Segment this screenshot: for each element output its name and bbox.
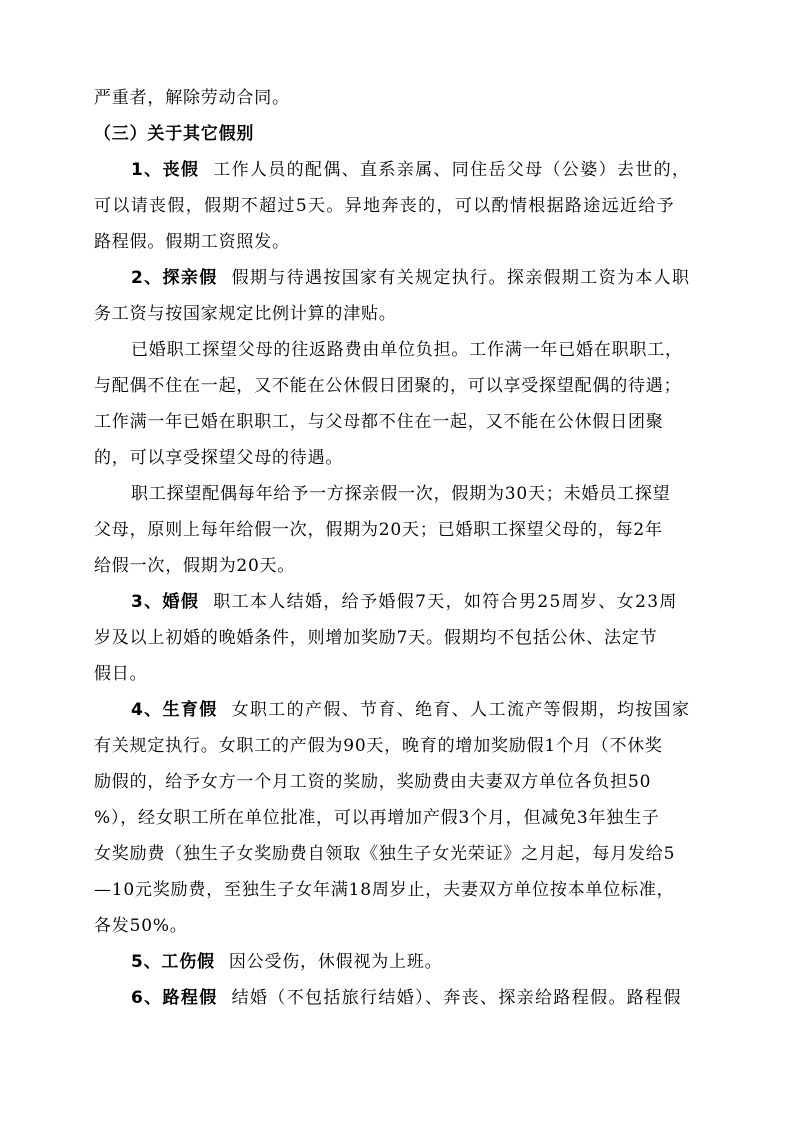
text-line: 与配偶不住在一起，又不能在公休假日团聚的，可以享受探望配偶的待遇； [94,376,682,396]
text-line: 假日。 [94,664,148,684]
item-heading: 1、丧假 [131,160,200,180]
text-line: 路程假。假期工资照发。 [94,232,290,252]
text-line [131,950,442,974]
text-line: 女奖励费（独生子女奖励费自领取《独生子女光荣证》之月起，每月发给5 [94,844,676,864]
item-heading: 5、工伤假 [131,952,215,972]
item-text: 工作人员的配偶、直系亲属、同住岳父母（公婆）去世的， [213,160,691,180]
text-line: —10元奖励费，至独生子女年满18周岁止，夫妻双方单位按本单位标准， [94,880,675,900]
text-line: 严重者，解除劳动合同。 [94,88,290,108]
text-line: 岁及以上初婚的晚婚条件，则增加奖励7天。假期均不包括公休、法定节 [94,628,658,648]
text-line: 务工资与按国家规定比例计算的津贴。 [94,304,397,324]
item-text: 因公受伤，休假视为上班。 [228,952,443,972]
text-line: 的，可以享受探望父母的待遇。 [94,448,344,468]
text-line: 给假一次，假期为20天。 [94,556,296,576]
text-line [131,158,690,182]
text-line [131,986,682,1010]
item-text: 结婚（不包括旅行结婚）、奔丧、探亲给路程假。路程假 [231,988,682,1008]
text-line: 可以请丧假，假期不超过5天。异地奔丧的，可以酌情根据路途远近给予 [94,196,676,216]
text-line [131,698,690,722]
item-heading: 3、婚假 [131,592,200,612]
text-line [131,266,690,290]
text-line [131,590,678,614]
item-heading: 4、生育假 [131,700,218,720]
text-line: 工作满一年已婚在职职工，与父母都不住在一起，又不能在公休假日团聚 [94,412,664,432]
section-heading: （三）关于其它假别 [94,124,255,144]
text-line: 各发50%。 [94,916,188,936]
text-line: 有关规定执行。女职工的产假为90天，晚育的增加奖励假1个月（不休奖 [94,736,663,756]
text-line: 励假的，给予女方一个月工资的奖励，奖励费由夫妻双方单位各负担50 [94,772,652,792]
item-text: 职工本人结婚，给予婚假7天，如符合男25周岁、女23周 [213,592,678,612]
text-line: 职工探望配偶每年给予一方探亲假一次，假期为30天；未婚员工探望 [131,484,671,504]
item-text: 女职工的产假、节育、绝育、人工流产等假期，均按国家 [231,700,691,720]
text-line: 已婚职工探望父母的往返路费由单位负担。工作满一年已婚在职职工， [131,340,683,360]
item-heading: 6、路程假 [131,988,218,1008]
text-line: %），经女职工所在单位批准，可以再增加产假3个月，但减免3年独生子 [94,808,660,828]
item-heading: 2、探亲假 [131,268,218,288]
item-text: 假期与待遇按国家有关规定执行。探亲假期工资为本人职 [231,268,691,288]
text-line: 父母，原则上每年给假一次，假期为20天；已婚职工探望父母的，每2年 [94,520,663,540]
